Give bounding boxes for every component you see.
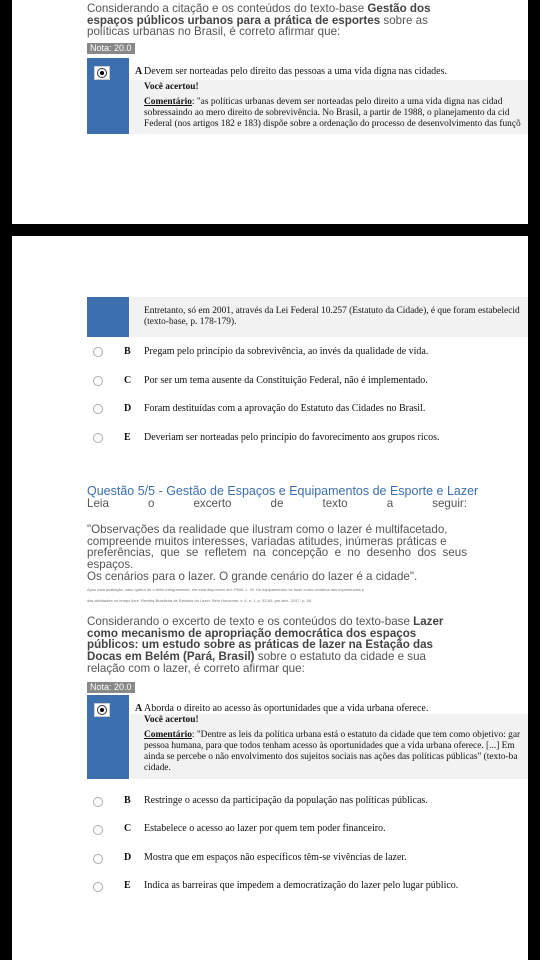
- q5-option-b-text[interactable]: Restringe o acesso da participação da população nas políticas públicas.: [144, 795, 428, 806]
- q5-comment-line-3: ainda se percebe o não envolvimento dos sujeitos sociais nas ações das políticas públicas" (texto-ba: [144, 752, 518, 762]
- q5-option-d-letter: D: [124, 852, 132, 863]
- question-5-lead: Leia o excerto de texto a seguir:: [87, 497, 467, 510]
- comment-line-1: Comentário: "as políticas urbanas devem ser norteadas pelo direito a uma vida digna nas cidad: [144, 97, 503, 107]
- option-d-letter: D: [124, 403, 132, 414]
- q5-option-d-radio[interactable]: [93, 854, 103, 864]
- option-a-letter: A: [135, 66, 143, 77]
- q5-option-e-radio[interactable]: [93, 882, 103, 892]
- q5-option-c-letter: C: [124, 823, 132, 834]
- answer-a-highlight-cont: [87, 297, 129, 337]
- option-e-letter: E: [124, 432, 131, 443]
- option-d-text[interactable]: Foram destituídas com a aprovação do Estatuto das Cidades no Brasil.: [144, 403, 426, 414]
- option-b-letter: B: [124, 346, 131, 357]
- q5-comment-line-1: Comentário: "Dentre as leis da política urbana está o estatuto da cidade que tem como objetivo: gar: [144, 730, 521, 740]
- option-c-text[interactable]: Por ser um tema ausente da Constituição Federal, não é implementado.: [144, 375, 428, 386]
- option-c-letter: C: [124, 375, 132, 386]
- score-badge: Nota: 20.0: [87, 682, 135, 693]
- question-4-statement: Considerando a citação e os conteúdos do texto-base Gestão dos espaços públicos urbanos para a prática de esportes sobre as políticas urbanas no Brasil, é correto afirmar que:: [87, 2, 431, 38]
- q5-option-a-radio[interactable]: [97, 705, 107, 715]
- comment-line-2: sobressaindo ao mero direito de sobrevivência. No Brasil, a partir de 1988, o planejamento da cid: [144, 108, 510, 118]
- q5-comment-line-2: pessoa humana, para que todos tenham acesso às oportunidades que a vida urbana oferece. [...] Em: [144, 741, 515, 751]
- q5-option-e-text[interactable]: Indica as barreiras que impedem a democratização do lazer pelo lugar público.: [144, 880, 459, 891]
- question-5-statement: Considerando o excerto de texto e os conteúdos do texto-base Lazer como mecanismo de apropriação democrática dos espaços públicos: um estudo sobre as práticas de lazer na Estação das Docas em Belém (Pará, Brasil) sobre o estatuto da cidade e sua relação com o lazer, é correto afirmar que:: [87, 615, 444, 675]
- source-line-1: Após esta avaliação, caso queira ler o texto integralmente, ele está disponível em: PINA, L. W. Os equipamentos de lazer como cenários das experiências e: [87, 587, 365, 592]
- q5-comment-line-4: cidade.: [144, 763, 171, 773]
- comment-line-3: Federal (nos artigos 182 e 183) dispõe sobre a ordenação do processo de desenvolvimento das funçõ: [144, 119, 521, 129]
- q5-option-a-letter: A: [135, 703, 143, 714]
- result-label: Você acertou!: [144, 82, 199, 92]
- option-e-text[interactable]: Deveriam ser norteadas pelo princípio do favorecimento aos grupos ricos.: [144, 432, 440, 443]
- option-a-text[interactable]: Devem ser norteadas pelo direito das pessoas a uma vida digna nas cidades.: [144, 66, 447, 77]
- excerpt-quote: "Observações da realidade que ilustram como o lazer é multifacetado, compreende muitos interesses, variadas atitudes, inúmeras práticas e preferências, que se refletem na concepção e no desenho dos seus espaços. Os cenários para o lazer. O grande cenário do lazer é a cidade".: [87, 523, 467, 583]
- q5-option-b-letter: B: [124, 795, 131, 806]
- comment-line-4: Entretanto, só em 2001, através da Lei Federal 10.257 (Estatuto da Cidade), é que foram estabelecid: [144, 306, 520, 316]
- score-badge: Nota: 20.0: [87, 43, 135, 54]
- q5-option-d-text[interactable]: Mostra que em espaços não específicos têm-se vivências de lazer.: [144, 852, 407, 863]
- option-a-radio[interactable]: [97, 68, 107, 78]
- comment-line-5: (texto-base, p. 178-179).: [144, 317, 237, 327]
- option-e-radio[interactable]: [93, 433, 103, 443]
- option-c-radio[interactable]: [93, 376, 103, 386]
- question-4-panel: [12, 0, 528, 224]
- result-label: Você acertou!: [144, 715, 199, 725]
- option-b-radio[interactable]: [93, 347, 103, 357]
- option-b-text[interactable]: Pregam pelo princípio da sobrevivência, ao invés da qualidade de vida.: [144, 346, 429, 357]
- source-line-2: das atividades no tempo livre. Revista Brasileira de Estudos do Lazer, Belo Horizonte, v. 4, n. 1, p. 52-69, jan./abr., 2017. p. 54.: [87, 598, 313, 603]
- q5-option-c-radio[interactable]: [93, 825, 103, 835]
- question-5-title: Questão 5/5 - Gestão de Espaços e Equipamentos de Esporte e Lazer: [87, 484, 479, 498]
- q5-option-c-text[interactable]: Estabelece o acesso ao lazer por quem tem poder financeiro.: [144, 823, 386, 834]
- q5-option-b-radio[interactable]: [93, 797, 103, 807]
- option-d-radio[interactable]: [93, 404, 103, 414]
- q5-option-e-letter: E: [124, 880, 131, 891]
- q5-option-a-text[interactable]: Aborda o direito ao acesso às oportunidades que a vida urbana oferece.: [144, 703, 429, 714]
- question-5-panel: [12, 236, 528, 960]
